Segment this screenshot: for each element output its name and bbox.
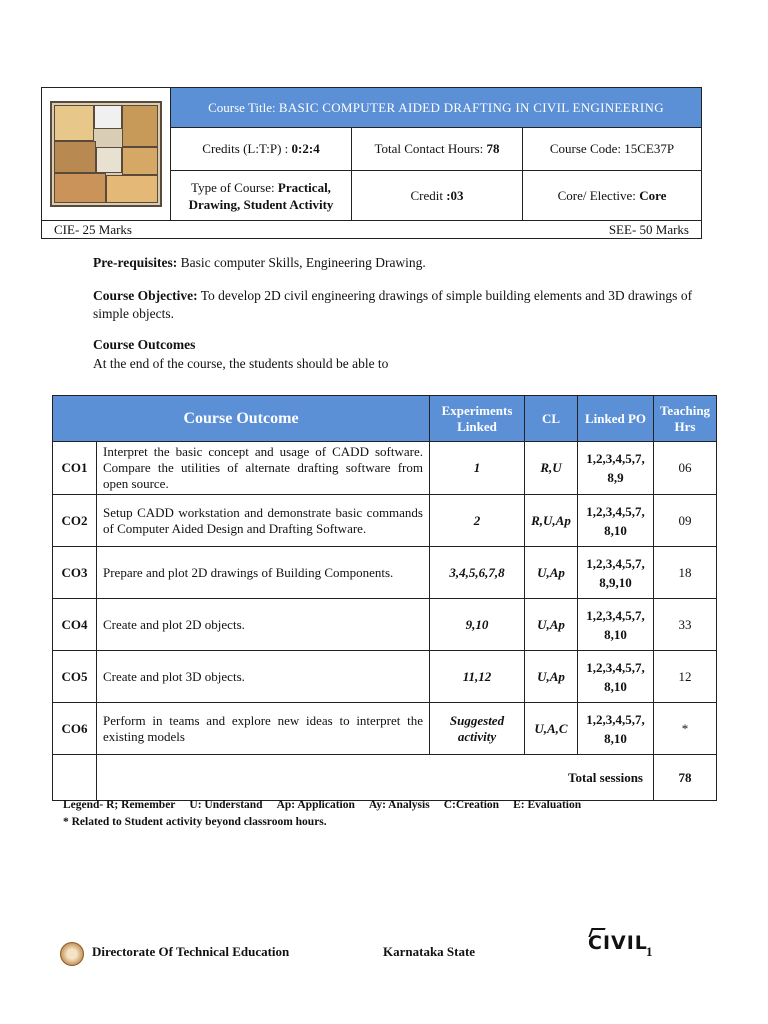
- outcome-row: [53, 651, 717, 703]
- course-code-cell: [523, 128, 702, 171]
- outcome-row: [53, 599, 717, 651]
- legend-note: * Related to Student activity beyond classroom hours.: [63, 816, 327, 828]
- core-elective-label: Core/ Elective:: [557, 187, 636, 203]
- legend-item: C:Creation: [443, 799, 500, 811]
- total-blank-cell: [53, 755, 97, 801]
- outcome-description: Setup CADD workstation and demonstrate basic commands of Computer Aided Design and Drafting Software.: [97, 495, 430, 547]
- outcome-linked-po: 1,2,3,4,5,7, 8,10: [578, 651, 654, 703]
- course-objective-text: To develop 2D civil engineering drawings of simple building elements and 3D drawings of simple objects.: [93, 288, 693, 321]
- outcome-cl: U,A,C: [525, 703, 578, 755]
- course-title-label: Course Title:: [208, 99, 276, 115]
- outcome-cl: U,Ap: [525, 599, 578, 651]
- civil-logo: CIVIL: [588, 932, 648, 954]
- karnataka-seal-icon: [60, 942, 84, 966]
- outcome-row: [53, 703, 717, 755]
- course-title: BASIC COMPUTER AIDED DRAFTING IN CIVIL ENGINEERING: [278, 99, 664, 115]
- outcome-id: CO4: [53, 599, 97, 651]
- outcome-id: CO2: [53, 495, 97, 547]
- outcome-hrs: 18: [654, 547, 717, 599]
- legend-item: Ay: Analysis: [368, 799, 430, 811]
- see-marks: SEE- 50 Marks: [352, 221, 702, 239]
- core-elective-value: Core: [639, 187, 667, 203]
- outcome-linked-po: 1,2,3,4,5,7, 8,10: [578, 703, 654, 755]
- header-experiments: Experiments Linked: [430, 396, 525, 442]
- outcome-id: CO3: [53, 547, 97, 599]
- credits-value: 0:2:4: [291, 141, 320, 156]
- outcome-linked-po: 1,2,3,4,5,7, 8,9,10: [578, 547, 654, 599]
- outcomes-intro: At the end of the course, the students should be able to: [93, 356, 389, 371]
- legend-item: E: Evaluation: [513, 799, 582, 811]
- prerequisites: [93, 254, 693, 272]
- outcome-linked-po: 1,2,3,4,5,7, 8,9: [578, 442, 654, 495]
- contact-hours-value: 78: [486, 141, 500, 156]
- course-title-cell: [171, 88, 702, 128]
- course-header-table: [41, 87, 702, 239]
- outcome-experiments: 3,4,5,6,7,8: [430, 547, 525, 599]
- outcome-row: [53, 442, 717, 495]
- page-number: 1: [646, 944, 653, 959]
- outcome-id: CO1: [53, 442, 97, 495]
- header-course-outcome: Course Outcome: [53, 396, 430, 442]
- header-teaching-hrs: Teaching Hrs: [654, 396, 717, 442]
- outcomes-heading: [93, 336, 693, 354]
- outcome-row: [53, 547, 717, 599]
- legend: [63, 799, 595, 811]
- outcome-cl: U,Ap: [525, 547, 578, 599]
- total-sessions-value: 78: [654, 755, 717, 801]
- outcome-description: Create and plot 3D objects.: [97, 651, 430, 703]
- course-objective: [93, 287, 693, 323]
- header-cl: CL: [525, 396, 578, 442]
- outcome-hrs: 33: [654, 599, 717, 651]
- header-linked-po: Linked PO: [578, 396, 654, 442]
- course-type-label: Type of Course:: [191, 179, 275, 195]
- course-code-label: Course Code:: [549, 141, 622, 156]
- outcome-description: Prepare and plot 2D drawings of Building Components.: [97, 547, 430, 599]
- outcome-row: [53, 495, 717, 547]
- course-code-value: 15CE37P: [624, 141, 675, 156]
- credit-cell: [352, 171, 523, 221]
- course-outcome-table: [52, 395, 717, 801]
- outcome-id: CO5: [53, 651, 97, 703]
- outcome-experiments: 1: [430, 442, 525, 495]
- cie-marks: CIE- 25 Marks: [42, 221, 352, 239]
- course-objective-label: Course Objective:: [93, 288, 198, 303]
- outcome-hrs: *: [654, 703, 717, 755]
- outcomes-heading-text: Course Outcomes: [93, 337, 196, 352]
- outcome-description: Create and plot 2D objects.: [97, 599, 430, 651]
- outcome-description: Perform in teams and explore new ideas to interpret the existing models: [97, 703, 430, 755]
- outcome-cl: U,Ap: [525, 651, 578, 703]
- credits-cell: [171, 128, 352, 171]
- course-type-cell: [171, 171, 352, 221]
- outcome-description: Interpret the basic concept and usage of CADD software. Compare the utilities of alternate drafting software from open source.: [97, 442, 430, 495]
- credit-value: :03: [446, 187, 464, 203]
- outcome-hrs: 06: [654, 442, 717, 495]
- outcome-linked-po: 1,2,3,4,5,7, 8,10: [578, 495, 654, 547]
- contact-hours-cell: [352, 128, 523, 171]
- outcome-experiments: 2: [430, 495, 525, 547]
- outcome-hrs: 12: [654, 651, 717, 703]
- total-sessions-label: Total sessions: [97, 755, 654, 801]
- outcome-id: CO6: [53, 703, 97, 755]
- prerequisites-text: Basic computer Skills, Engineering Drawing.: [180, 255, 426, 270]
- outcome-experiments: 11,12: [430, 651, 525, 703]
- outcome-linked-po: 1,2,3,4,5,7, 8,10: [578, 599, 654, 651]
- outcome-cl: R,U,Ap: [525, 495, 578, 547]
- contact-hours-label: Total Contact Hours:: [374, 141, 484, 156]
- footer-directorate: Directorate Of Technical Education: [92, 944, 290, 959]
- outcome-hrs: 09: [654, 495, 717, 547]
- legend-item: U: Understand: [189, 799, 263, 811]
- core-elective-cell: [523, 171, 702, 221]
- floor-plan-image: [50, 101, 162, 207]
- total-row: [53, 755, 717, 801]
- prerequisites-label: Pre-requisites:: [93, 255, 178, 270]
- floor-plan-cell: [42, 88, 171, 221]
- outcome-cl: R,U: [525, 442, 578, 495]
- legend-item: Legend- R; Remember: [63, 799, 176, 811]
- credit-label: Credit: [410, 187, 443, 203]
- course-type-value: Practical, Drawing, Student Activity: [188, 179, 334, 212]
- page-footer: [60, 932, 680, 966]
- legend-item: Ap: Application: [276, 799, 355, 811]
- credits-label: Credits (L:T:P) :: [202, 141, 289, 156]
- outcome-experiments: 9,10: [430, 599, 525, 651]
- outcome-experiments: Suggested activity: [430, 703, 525, 755]
- footer-state: Karnataka State: [383, 944, 476, 959]
